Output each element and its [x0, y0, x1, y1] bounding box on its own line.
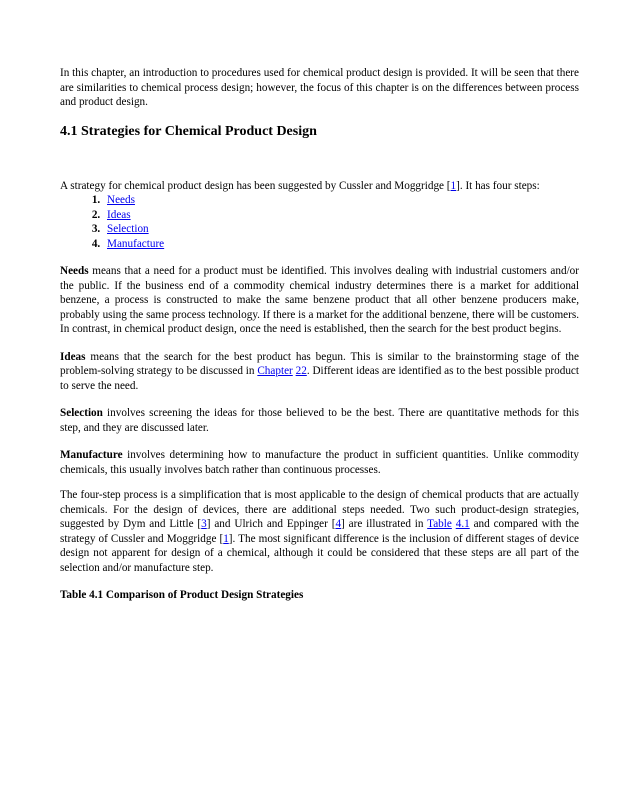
ideas-paragraph — [60, 350, 579, 394]
list-item — [103, 208, 579, 223]
selection-term: Selection — [60, 407, 103, 419]
fourstep-text-5: ]. The most significant difference is the inclusion of different stages of device design not apparent for design of a chemical, although it could be considered that these steps are all part of the selection and/or manufacture step. — [60, 532, 579, 574]
fourstep-text-4: and compared with the strategy of Cussler and Moggridge [ — [60, 518, 579, 545]
table-link[interactable]: Table — [427, 518, 452, 530]
fourstep-paragraph — [60, 488, 579, 575]
step-link-manufacture[interactable]: Manufacture — [107, 237, 165, 250]
list-item — [103, 237, 579, 252]
strategy-text-before: A strategy for chemical product design has been suggested by Cussler and Moggridge [ — [60, 179, 451, 192]
selection-text: involves screening the ideas for those believed to be the best. There are quantitative methods for this step, and they are discussed later. — [60, 407, 579, 434]
chapter-link[interactable]: Chapter — [257, 365, 293, 377]
table-number-link[interactable]: 4.1 — [455, 518, 470, 530]
needs-text: means that a need for a product must be identified. This involves dealing with industrial customers and/or the public. If the business end of a commodity chemical industry determines there is a market for additional benzene, a process is constructed to make the same benzene product that all other benzene producers make, probably using the same process technology. If there is a market for the additional benzene, there will be customers. In contrast, in chemical product design, once the need is established, then the search for the best product begins. — [60, 265, 580, 335]
needs-term: Needs — [60, 265, 89, 277]
step-link-needs[interactable]: Needs — [107, 194, 135, 206]
list-item — [103, 193, 579, 208]
step-link-ideas[interactable]: Ideas — [107, 208, 131, 221]
list-item — [103, 222, 579, 237]
ideas-text-after: . Different ideas are identified as to the best possible product to serve the need. — [60, 365, 580, 392]
strategy-paragraph — [60, 179, 579, 194]
fourstep-text-2: ] and Ulrich and Eppinger [ — [206, 518, 336, 530]
selection-paragraph — [60, 406, 579, 435]
ideas-text-before: means that the search for the best product has begun. This is similar to the brainstorming stage of the problem-solving strategy to be discussed in — [60, 350, 579, 377]
fourstep-text-3: ] are illustrated in — [341, 518, 428, 530]
manufacture-term: Manufacture — [60, 449, 123, 461]
ideas-term: Ideas — [60, 350, 86, 363]
reference-link-4[interactable]: 4 — [335, 518, 342, 530]
reference-link-3[interactable]: 3 — [201, 518, 207, 530]
needs-paragraph — [60, 264, 579, 337]
reference-link-1[interactable]: 1 — [450, 179, 457, 192]
intro-paragraph: In this chapter, an introduction to procedures used for chemical product design is provided. It will be seen that there are similarities to chemical process design; however, the focus of this chapter is on the differences between process and product design. — [60, 67, 579, 108]
strategy-text-after: ]. It has four steps: — [456, 179, 540, 192]
step-link-selection[interactable]: Selection — [107, 223, 149, 235]
manufacture-text: involves determining how to manufacture the product in sufficient quantities. Unlike commodity chemicals, this usually involves batch rather than continuous processes. — [60, 449, 579, 476]
chapter-number-link[interactable]: 22 — [295, 365, 307, 377]
manufacture-paragraph — [60, 448, 579, 477]
section-heading: 4.1 Strategies for Chemical Product Design — [60, 123, 317, 139]
reference-link-1b[interactable]: 1 — [223, 532, 229, 545]
table-caption: Table 4.1 Comparison of Product Design Strategies — [60, 589, 304, 601]
document-page — [60, 66, 579, 603]
fourstep-text-1: The four-step process is a simplification that is most applicable to the design of chemical products that are actually chemicals. For the design of devices, there are additional steps needed. Two such product-design strategies, suggested by Dym and Little [ — [60, 489, 579, 530]
steps-list — [60, 193, 579, 251]
